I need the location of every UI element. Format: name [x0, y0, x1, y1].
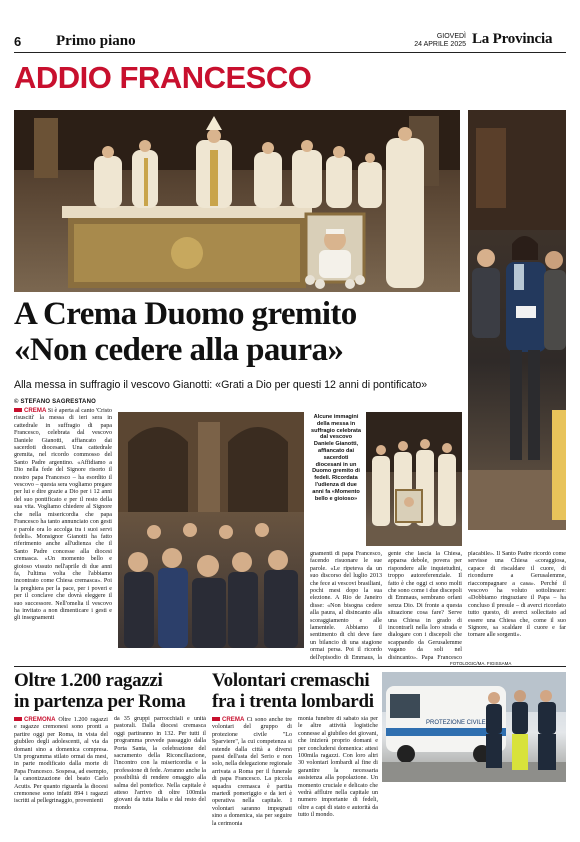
subheadline: Alla messa in suffragio il vescovo Gianotti: «Grati a Dio per questi 12 anni di pontificato»: [14, 379, 428, 391]
story2-headline: [14, 670, 204, 712]
article-column-3: gente che lascia la Chiesa, apparsa debole, povera per rispondere alle inquietudini, troppo autoreferenziale. Il fatto è che oggi ci sono molti che sono come i due discepoli di Emmaus, sembrano orfani senza Dio. Di fronte a questa situazione cosa fare? Serve una Chiesa in grado di incontrarli nella loro strada e dialogare con i discepoli che scappando da Gerusalemme vagano da soli nel disincanto». Papa Francesco: [388, 551, 462, 661]
section-kicker: ADDIO FRANCESCO: [14, 60, 312, 95]
article-column-2: gnamenti di papa Francesco, facendo risuonare le sue parole. «Le ripeteva da un suo discorso del luglio 2013 che fece ai vescovi brasiliani, pochi mesi dopo la sua elezione. A Rio de Janeiro disse: «Non bisogna cedere alla paura, al disincanto alla scoraggiamento e alle lamentele. Abbiamo il sentimento di chi deve fare un bilancio di una stagione ormai persa. Poi il ricordo dell'episodio di Emmaus, la: [310, 551, 382, 661]
page-number: 6: [14, 34, 22, 49]
issue-day: GIOVEDÌ: [436, 33, 466, 40]
byline-author: STEFANO SAGRESTANO: [20, 399, 96, 405]
story3-headline: [212, 670, 382, 712]
story3-column-2: monia funebre di sabato sia per le altre attività logistiche connesse al giubileo dei giovani, che inizierà proprio domani e per concludersi domenica: attesi 100mila ragazzi. Con loro altri 30 volontari lombardi al fine di garantire la necessaria assistenza alla popolazione. Un momento cruciale e delicato che vedrà affluire nella capitale un numero importante di fedeli, oltre a capi di stato e autorità da tutto il mondo.: [298, 716, 378, 819]
van-label: PROTEZIONE CIVILE: [426, 720, 486, 726]
issue-date-text: 24 APRILE 2025: [414, 41, 466, 48]
story2-headline-line-2: in partenza per Roma: [14, 691, 186, 712]
masthead-logo: La Provincia: [472, 31, 553, 47]
photo-procession: [366, 412, 462, 546]
section-title: Primo piano: [56, 33, 136, 49]
side-photo-faithful: [468, 110, 566, 530]
article-column-1: [14, 407, 112, 661]
story2-col1-text: Oltre 1.200 ragazzi e ragazze cremonesi sono pronti a partire oggi per Roma, in vista del giubileo degli adolescenti, al via da domani sino a domenica compresa. Un programma stilato ormai da mesi, in parte modificato dalla morte di Papa Francesco. Sospesa, ad esempio, la canonizzazione del beato Carlo Acutis. Per quanto riguarda la diocesi cremonese sono infatti 894 i ragazzi iscritti al pellegrinaggio, provenienti: [14, 717, 108, 805]
byline-icon: ©: [14, 399, 21, 405]
story2-headline-line-1: Oltre 1.200 ragazzi: [14, 670, 163, 691]
section-divider: [14, 666, 566, 667]
story2-column-2: da 35 gruppi parrocchiali e unità pastorali. Dalla diocesi cremasca oggi partiranno in 132. Per tutti il programma prevede passaggio dalla Porta Santa, la celebrazione del sacramento della Riconciliazione, l'incontro con la misericordia e la professione di fede. Avranno anche la possibilità di rendere omaggio alla salma del pontefice. Nella capitale è atteso l'arrivo di oltre 100mila giovani da tutta Italia e dal resto del mondo: [114, 716, 206, 811]
photo-caption: Alcune immagini della messa in suffragio celebrata dal vescovo Daniele Gianotti, affiancato dai sacerdoti diocesani in un Duomo gremito di fedeli. Ricordata l'udienza di due anni fa «Momento bello e gioioso»: [310, 414, 362, 502]
article-col1-text: Si è aperta al canto 'Cristo risuscitì' la messa di ieri sera in cattedrale in suffragio di papa Francesco, celebrata dal vescovo Daniele Gianotti, affiancato dai sacerdoti diocesani. Una cattedrale gremita, nel ricordo commosso del Santo Padre argentino. «Affidiamo a Dio nella fede del Signore risorto il nostro papa Francesco – ha esordito il vescovo – questa sera vogliamo pregare per lui e dire grazie a Dio per i 12 anni del suo pontificato e per il resto della sua vita. Vogliamo chiedere al Signore che nella misericordia che papa Francesco ha tanto annunciato con gesti e parole ora lo accolga tra i suoi servi fedeli». Monsignor Gianotti ha fatto riferimento anche all'udienza che il Santo Padre concesse alla diocesi cremasca. «Un momento bello e gioioso vissuto nell'aprile di due anni fa, l'ultima volta che l'abbiamo incontrato come Chiesa cremasca». Poi la preghiera per la pace, per i poveri e per il conclave che dovrà eleggere il suo successore. Nell'omelia il vescovo ha invitato a non dimenticare i gesti e gli insegnamenti: [14, 408, 112, 622]
page-header: [0, 0, 580, 60]
story3-col1-text: Ci sono anche tre volontari del gruppo di protezione civile "Lo Sparviere", la cui competenza si estende dalla città a diversi paesi dell'asta del Serio e non solo, nella delegazione regionale arrivata a Roma per il funerale di papa Francesco. La piccola squadra cremasca è partita martedì pomeriggio e da ieri è operativa nella capitale. I volontari saranno impegnati sino a domenica, sia per seguire la cerimonia: [212, 717, 292, 827]
issue-date: [386, 33, 466, 49]
hero-photo-altar: [14, 110, 460, 292]
dateline: CREMA: [24, 407, 47, 414]
story3-column-1: [212, 716, 292, 836]
photo-credit: FOTOLOGIC/MA. FIGISSAMA: [450, 661, 512, 666]
lead-marker: [212, 717, 220, 721]
headline-line-2: «Non cedere alla paura»: [14, 332, 344, 368]
story2-column-1: [14, 716, 108, 836]
story3-headline-line-1: Volontari cremaschi: [212, 670, 370, 691]
story3-dateline: CREMA: [222, 716, 245, 723]
main-headline: [14, 296, 464, 368]
lead-marker: [14, 717, 22, 721]
header-divider: [14, 52, 566, 53]
byline: [14, 399, 96, 405]
lead-marker: [14, 408, 22, 412]
story3-headline-line-2: fra i trenta lombardi: [212, 691, 374, 712]
headline-line-1: A Crema Duomo gremito: [14, 296, 357, 332]
article-column-4: placabile». Il Santo Padre ricordò come servisse una Chiesa «coraggiosa, capace di riscaldare il cuore, di ricondurre a Gerusalemme, riaccompagnare a casa». Perché il vescovo ha voluto sottolineare: «Dobbiamo ringraziare il Papa – ha concluso il presule – di averci ricordato tutto questo, di averci sollecitato ad essere una Chiesa che, come il suo Signore, sa scaldare il cuore e far tornare alle sorgenti».: [468, 551, 566, 639]
story2-dateline: CREMONA: [24, 716, 56, 723]
photo-congregation: [118, 412, 304, 648]
photo-volunteers-van: [382, 672, 566, 782]
